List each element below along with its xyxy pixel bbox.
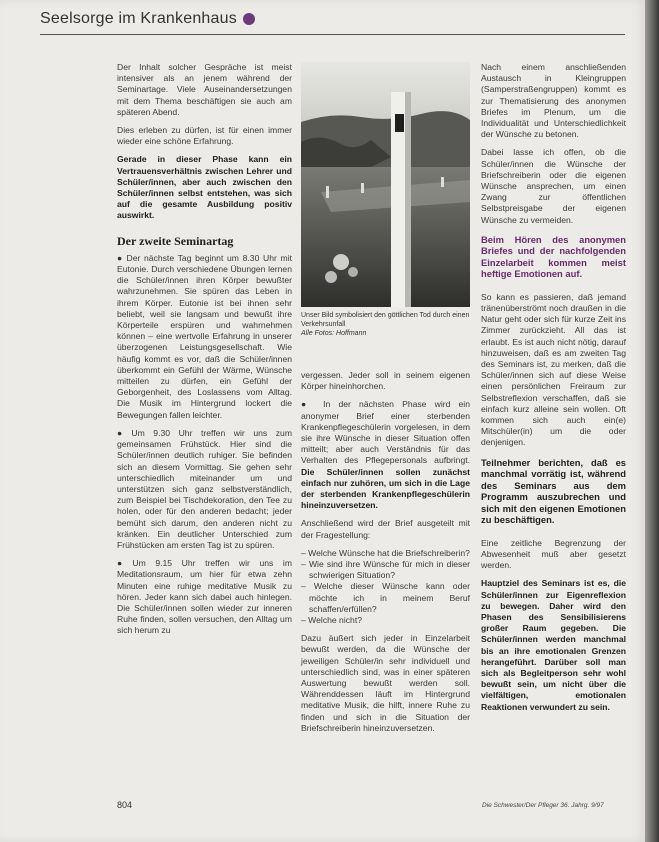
question-list [301, 548, 470, 626]
col3-paragraph-2: Dabei lasse ich offen, ob die Schüler/innen die Wünsche der Briefschreiberin oder die eigenen Wünsche ansprechen, um einen Zwang zur öffentlichen Selbstpreisgabe der eigenen Wünsche zu vermeiden. [481, 147, 626, 225]
pull-quote-2: Teilnehmer berichten, daß es manchmal vorrätig ist, während des Seminars aus dem Programm auszubrechen und sich mit den eigenen Emotionen zu beschäftigen. [481, 456, 626, 526]
col2-paragraph-2 [301, 399, 470, 511]
journal-source: Die Schwester/Der Pfleger 36. Jahrg. 9/97 [482, 802, 604, 809]
col3-paragraph-1: Nach einem anschließenden Austausch in Kleingruppen (Samperstraßengruppen) kommt es zur Thematisierung des anonymen Briefes im Plenum, um die Individualität und Unterschiedlichkeit der Wünsche zu betonen. [481, 62, 626, 140]
photo-image [301, 62, 470, 307]
list-item: – Welche dieser Wünsche kann oder möchte ich in meinem Beruf schaffen/erfüllen? [301, 581, 470, 615]
col1-paragraph-3: Gerade in dieser Phase kann ein Vertrauensverhältnis zwischen Lehrer und Schüler/innen, aber auch zwischen den Schüler/innen selbst entstehen, was sich auf die gesamte Ausbildung positiv auswirkt. [117, 154, 292, 221]
photo-credit: Alle Fotos: Hoffmann [301, 330, 367, 337]
list-item: – Wie sind ihre Wünsche für mich in dieser schwierigen Situation? [301, 559, 470, 581]
col1-paragraph-4: ● Der nächste Tag beginnt um 8.30 Uhr mit Eutonie. Durch verschiedene Übungen lernen die Schüler/innen ihren Körper bewußter wahrzunehmen. Sie spüren das Leben in ihrem Körper. Eutonie ist bei ihnen sehr beliebt, weil sie langsam und bewußt ihre Körperteile erspüren und wahrnehmen können – eine wertvolle Erfahrung in unserer überzogenen Leistungsgesellschaft. Wie häufig kommt es vor, daß die Schüler/innen überkommt ein Gefühl der Wärme, Wünsche mitteilen zu dürfen, ein Gefühl der Geborgenheit, des Loslassens vom Alltag. Die Musik im Hintergrund lockert die Bewegungen fallen leichter. [117, 253, 292, 421]
column-3 [481, 62, 626, 720]
section-heading: Der zweite Seminartag [117, 233, 234, 248]
col3-paragraph-4: Eine zeitliche Begrenzung der Abwesenheit muß aber gesetzt werden. [481, 537, 626, 571]
header-rule [40, 34, 625, 35]
caption-text: Unser Bild symbolisiert den göttlichen Tod durch einen Verkehrsunfall [301, 312, 470, 328]
col3-paragraph-5: Hauptziel des Seminars ist es, die Schüler/innen zur Eigenreflexion zu bewegen. Daher wird den Phasen des Sensibilisierens großer Raum gegeben. Die Schüler/innen werden manchmal bis an ihre emotionalen Grenzen herangeführt. Darüber soll man sich als Begleitperson sehr wohl bewußt sein, um nicht über die vielfältigen, emotionalen Reaktionen verwundert zu sein. [481, 578, 626, 712]
col2-paragraph-1: vergessen. Jeder soll in seinem eigenen Körper hineinhorchen. [301, 370, 470, 392]
photo-cross-roadside [301, 62, 470, 307]
page-header [40, 10, 255, 28]
col2-paragraph-3: Anschließend wird der Brief ausgeteilt mit der Fragestellung: [301, 518, 470, 540]
col1-paragraph-2: Dies erleben zu dürfen, ist für einen immer wieder eine schöne Erfahrung. [117, 125, 292, 147]
col2-paragraph-4: Dazu äußert sich jeder in Einzelarbeit bewußt werden, da die Wünsche der jeweiligen Schüler/in sehr individuell und unterschiedlich sind, was in einer späteren Auswertung bewußt werden soll. Währenddessen läuft im Hintergrund meditative Musik, die hilft, innere Ruhe zu finden und sich in die Situation der Briefschreiberin hineinzuversetzen. [301, 633, 470, 733]
header-dot-icon [243, 13, 255, 25]
column-2 [301, 370, 470, 741]
pull-quote-1: Beim Hören des anonymen Briefes und der nachfolgenden Einzelarbeit kommen meist heftige Emotionen auf. [481, 233, 626, 280]
col1-paragraph-1: Der Inhalt solcher Gespräche ist meist intensiver als an jenem während der Seminartage. Viele Auseinandersetzungen mit dem Thema beschäftigen sie auch am späteren Abend. [117, 62, 292, 117]
page-edge-shadow [645, 0, 659, 842]
header-title: Seelsorge im Krankenhaus [40, 10, 237, 27]
page-number: 804 [117, 800, 133, 810]
col1-paragraph-5: ● Um 9.30 Uhr treffen wir uns zum gemeinsamen Frühstück. Hier sind die Schüler/innen deutlich ruhiger. Sie befinden sich an diesem Vormittag. Sie gehen sehr unterschiedlich miteinander um und unterstützen sich ganz selbstverständlich, zum Beispiel bei Tischdekoration, den Tee zu holen, oder für den anderen bedacht; jeder bemüht sich darum, den anderen nicht zu kränken. Ein deutlicher Unterschied zum Frühstücken am ersten Tag ist zu spüren. [117, 428, 292, 551]
list-item: – Welche Wünsche hat die Briefschreiberin? [301, 548, 470, 559]
col3-paragraph-3: So kann es passieren, daß jemand tränenüberströmt noch draußen in die Natur geht oder sich für kurze Zeit ins Zimmer zurückzieht. All das ist erlaubt. Es ist auch nicht nötig, darauf hinzuweisen, daß es am zweiten Tag des Seminars ist, zu merken, daß die Schüler/innen sich auf diese Weise einen persönlichen Freiraum zur Selbstreflexion verschaffen, daß sie einfach kurz alleine sein wollen. Oft kommen sich auch ein(e) Mitschüler(in) um die oder denjenigen. [481, 291, 626, 448]
photo-caption [301, 311, 470, 338]
col1-paragraph-6: ● Um 9.15 Uhr treffen wir uns im Meditationsraum, um hier für etwa zehn Minuten eine ruhige meditative Musik zu hören. Jeder kann sich dabei auch hinlegen. Die Schüler/innen sollen wieder zur inneren Ruhe finden, sollen versuchen, den Alltag um sich herum zu [117, 558, 292, 636]
col2-paragraph-2a: In der nächsten Phase wird ein anonymer Brief einer sterbenden Krankenpflegeschülerin vorgelesen, in dem sie ihre Wünsche in dieser Situation offen mitteilt; aber auch Verständnis für das Verhalten des Pflegepersonals aufbringt. [301, 399, 470, 466]
column-1 [117, 62, 292, 644]
col2-paragraph-2b: Die Schüler/innen sollen zunächst einfach nur zuhören, um sich in die Lage der sterbenden Krankenpflegeschülerin hineinzuversetzen. [301, 466, 470, 511]
list-item: – Welche nicht? [301, 615, 470, 626]
